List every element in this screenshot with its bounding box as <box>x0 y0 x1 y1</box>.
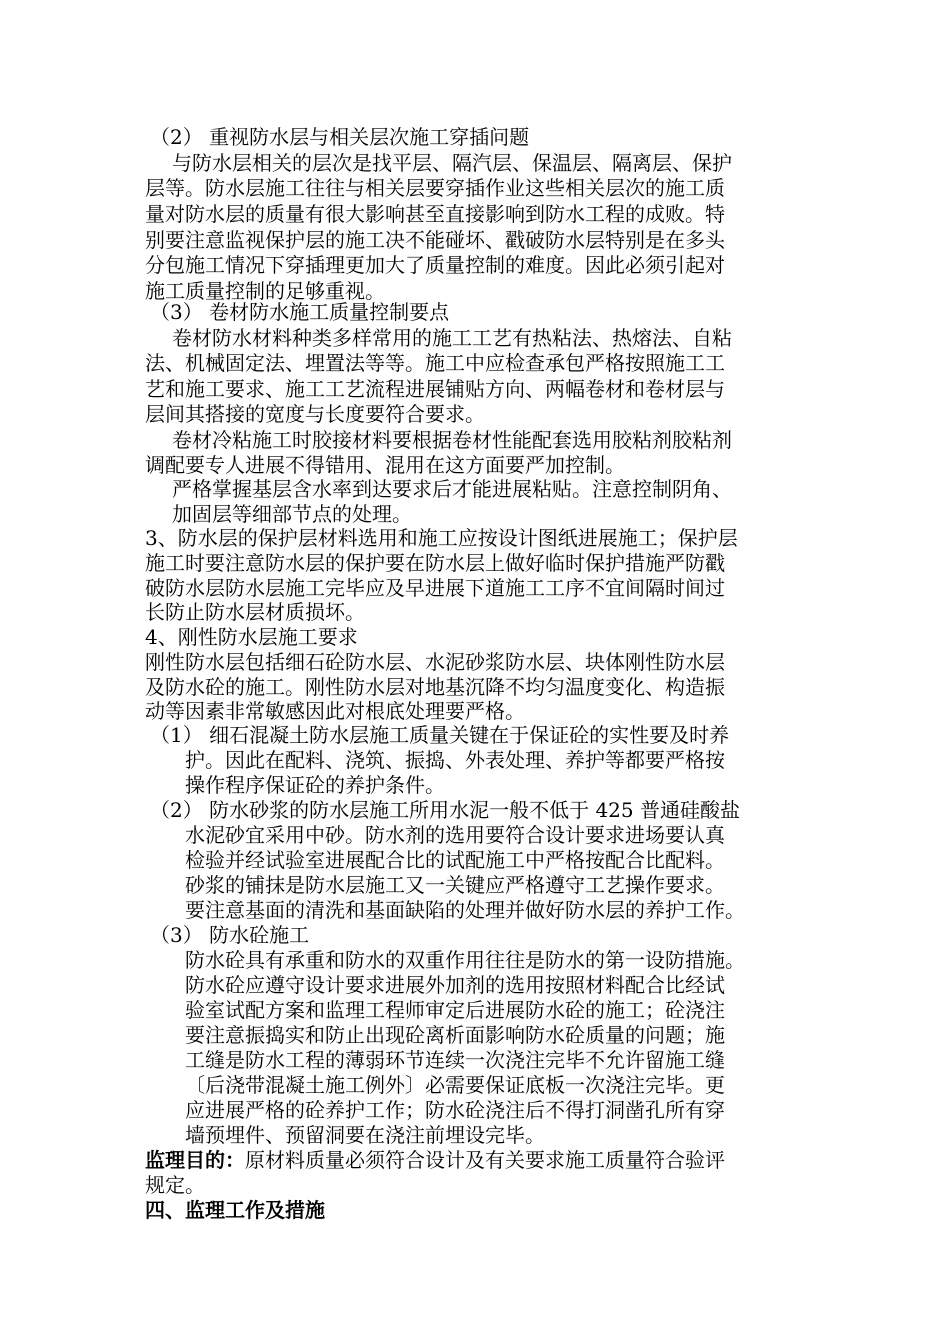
paragraph-line: 卷材冷粘施工时胶接材料要根据卷材性能配套选用胶粘剂胶粘剂 <box>172 428 732 452</box>
list-item-1: （1） 细石混凝土防水层施工质量关键在于保证砼的实性要及时养 <box>150 723 730 747</box>
list-item-3-cont: 应进展严格的砼养护工作；防水砼浇注后不得打洞凿孔所有穿 <box>185 1098 725 1122</box>
section-3-protection: 3、防水层的保护层材料选用和施工应按设计图纸进展施工；保护层 <box>145 526 738 550</box>
supervision-purpose <box>145 1148 725 1172</box>
paragraph-line: 及防水砼的施工。刚性防水层对地基沉降不均匀温度变化、构造振 <box>145 675 725 699</box>
list-item-3-cont: 〔后浇带混凝土施工例外〕必需要保证底板一次浇注完毕。更 <box>185 1073 725 1097</box>
list-item-3: （3） 防水砼施工 <box>150 923 310 947</box>
paragraph-line: 调配要专人进展不得错用、混用在这方面要严加控制。 <box>145 453 625 477</box>
section-heading-four: 四、监理工作及措施 <box>145 1198 325 1222</box>
list-item-2-cont: 水泥砂宜采用中砂。防水剂的选用要符合设计要求进场要认真 <box>185 823 725 847</box>
heading-3-membrane: （3） 卷材防水施工质量控制要点 <box>150 300 450 324</box>
paragraph-line: 施工质量控制的足够重视。 <box>145 279 385 303</box>
list-item-3-cont: 验室试配方案和监理工程师审定后进展防水砼的施工；砼浇注 <box>185 998 725 1022</box>
paragraph-line: 施工时要注意防水层的保护要在防水层上做好临时保护措施严防戳 <box>145 551 725 575</box>
list-item-3-cont: 防水砼具有承重和防水的双重作用往往是防水的第一设防措施。 <box>185 948 745 972</box>
paragraph-line: 层间其搭接的宽度与长度要符合要求。 <box>145 402 485 426</box>
supervision-purpose-label: 监理目的： <box>145 1148 245 1172</box>
list-item-2-cont: 要注意基面的清洗和基面缺陷的处理并做好防水层的养护工作。 <box>185 898 745 922</box>
heading-2-interleaving: （2） 重视防水层与相关层次施工穿插问题 <box>150 125 530 149</box>
list-item-2: （2） 防水砂浆的防水层施工所用水泥一般不低于 425 普通硅酸盐 <box>150 798 740 822</box>
section-4-rigid: 4、刚性防水层施工要求 <box>145 625 358 649</box>
paragraph-line: 与防水层相关的层次是找平层、隔汽层、保温层、隔离层、保护 <box>172 151 732 175</box>
paragraph-line: 卷材防水材料种类多样常用的施工工艺有热粘法、热熔法、自粘 <box>172 326 732 350</box>
paragraph-line: 破防水层防水层施工完毕应及早进展下道施工工序不宜间隔时间过 <box>145 576 725 600</box>
paragraph-line: 别要注意监视保护层的施工决不能碰坏、戳破防水层特别是在多头 <box>145 228 725 252</box>
list-item-1-cont: 护。因此在配料、浇筑、振捣、外表处理、养护等都要严格按 <box>185 748 725 772</box>
list-item-3-cont: 要注意振捣实和防止出现砼离析面影响防水砼质量的问题；施 <box>185 1023 725 1047</box>
list-item-2-cont: 砂浆的铺抹是防水层施工又一关键应严格遵守工艺操作要求。 <box>185 873 725 897</box>
paragraph-line: 艺和施工要求、施工工艺流程进展铺贴方向、两幅卷材和卷材层与 <box>145 377 725 401</box>
supervision-purpose-text: 原材料质量必须符合设计及有关要求施工质量符合验评 <box>245 1148 725 1172</box>
paragraph-line: 加固层等细部节点的处理。 <box>172 502 412 526</box>
list-item-1-cont: 操作程序保证砼的养护条件。 <box>185 773 445 797</box>
list-item-3-cont: 工缝是防水工程的薄弱环节连续一次浇注完毕不允许留施工缝 <box>185 1048 725 1072</box>
list-item-2-cont: 检验并经试验室进展配合比的试配施工中严格按配合比配料。 <box>185 848 725 872</box>
paragraph-line: 长防止防水层材质损坏。 <box>145 600 365 624</box>
list-item-3-cont: 墙预埋件、预留洞要在浇注前埋设完毕。 <box>185 1123 545 1147</box>
paragraph-line: 法、机械固定法、埋置法等等。施工中应检查承包严格按照施工工 <box>145 351 725 375</box>
paragraph-line: 刚性防水层包括细石砼防水层、水泥砂浆防水层、块体刚性防水层 <box>145 650 725 674</box>
paragraph-line: 层等。防水层施工往往与相关层要穿插作业这些相关层次的施工质 <box>145 176 725 200</box>
paragraph-line: 分包施工情况下穿插理更加大了质量控制的难度。因此必须引起对 <box>145 253 725 277</box>
paragraph-line: 动等因素非常敏感因此对根底处理要严格。 <box>145 699 525 723</box>
list-item-3-cont: 防水砼应遵守设计要求进展外加剂的选用按照材料配合比经试 <box>185 973 725 997</box>
paragraph-line: 量对防水层的质量有很大影响甚至直接影响到防水工程的成败。特 <box>145 202 725 226</box>
paragraph-line: 规定。 <box>145 1173 205 1197</box>
paragraph-line: 严格掌握基层含水率到达要求后才能进展粘贴。注意控制阴角、 <box>172 477 732 501</box>
